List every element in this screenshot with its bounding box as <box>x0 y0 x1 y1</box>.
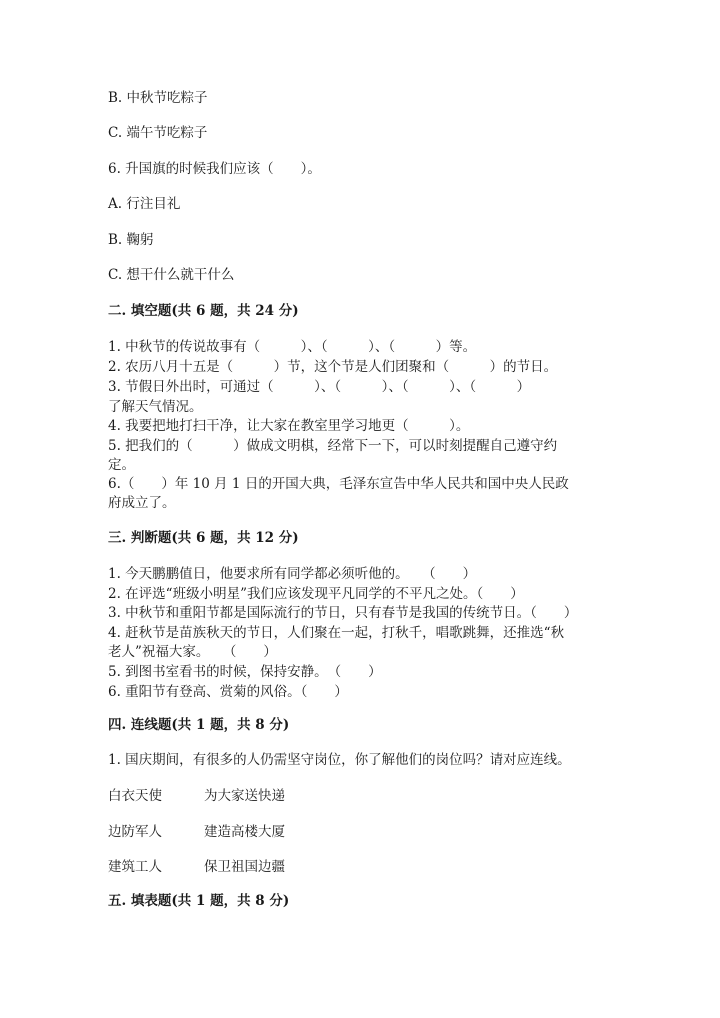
fill-blank-line: 府成立了。 <box>108 495 176 511</box>
fill-blank-line: 1. 中秋节的传说故事有（ ）、（ ）、（ ）等。 <box>108 339 477 355</box>
judge-line: 6. 重阳节有登高、赏菊的风俗。（ ） <box>108 684 348 700</box>
match-question: 1. 国庆期间，有很多的人仍需坚守岗位，你了解他们的岗位吗？请对应连线。 <box>108 752 571 768</box>
match-right-item: 建造高楼大厦 <box>204 824 285 840</box>
match-left-item: 白衣天使 <box>108 788 162 804</box>
fill-blank-line: 5. 把我们的（ ）做成文明棋，经常下一下，可以时刻提醒自己遵守约 <box>108 438 558 454</box>
option-b: B. 中秋节吃粽子 <box>108 90 208 106</box>
match-left-item: 建筑工人 <box>108 859 162 875</box>
fill-blank-line: 3. 节假日外出时，可通过（ ）、（ ）、（ ）、（ ） <box>108 379 531 395</box>
section-5-title: 五. 填表题(共 1 题，共 8 分) <box>108 893 290 909</box>
q6-option-a: A. 行注目礼 <box>108 196 181 212</box>
judge-line: 3. 中秋节和重阳节都是国际流行的节日，只有春节是我国的传统节日。（ ） <box>108 605 578 621</box>
q6-option-c: C. 想干什么就干什么 <box>108 267 235 283</box>
match-right-item: 保卫祖国边疆 <box>204 859 285 875</box>
fill-blank-line: 4. 我要把地打扫干净，让大家在教室里学习地更（ ）。 <box>108 418 470 434</box>
match-left-item: 边防军人 <box>108 824 162 840</box>
fill-blank-line: 2. 农历八月十五是（ ）节，这个节是人们团聚和（ ）的节日。 <box>108 359 558 375</box>
judge-line: 4. 赶秋节是苗族秋天的节日，人们聚在一起，打秋千，唱歌跳舞，还推选“秋 <box>108 625 565 641</box>
match-right-item: 为大家送快递 <box>204 788 285 804</box>
q6-option-b: B. 鞠躬 <box>108 232 154 248</box>
judge-line: 老人”祝福大家。 （ ） <box>108 644 277 660</box>
fill-blank-line: 了解天气情况。 <box>108 399 203 415</box>
section-3-title: 三. 判断题(共 6 题，共 12 分) <box>108 530 299 546</box>
option-c: C. 端午节吃粽子 <box>108 125 208 141</box>
question-6: 6. 升国旗的时候我们应该（ ）。 <box>108 161 321 177</box>
fill-blank-line: 6.（ ）年 10 月 1 日的开国大典，毛泽东宣告中华人民共和国中央人民政 <box>108 476 569 492</box>
section-2-title: 二. 填空题(共 6 题，共 24 分) <box>108 303 299 319</box>
fill-blank-line: 定。 <box>108 457 135 473</box>
judge-line: 5. 到图书室看书的时候，保持安静。 （ ） <box>108 664 382 680</box>
section-4-title: 四. 连线题(共 1 题，共 8 分) <box>108 717 290 733</box>
judge-line: 2. 在评选“班级小明星”我们应该发现平凡同学的不平凡之处。（ ） <box>108 586 524 602</box>
judge-line: 1. 今天鹏鹏值日，他要求所有同学都必须听他的。 （ ） <box>108 566 477 582</box>
